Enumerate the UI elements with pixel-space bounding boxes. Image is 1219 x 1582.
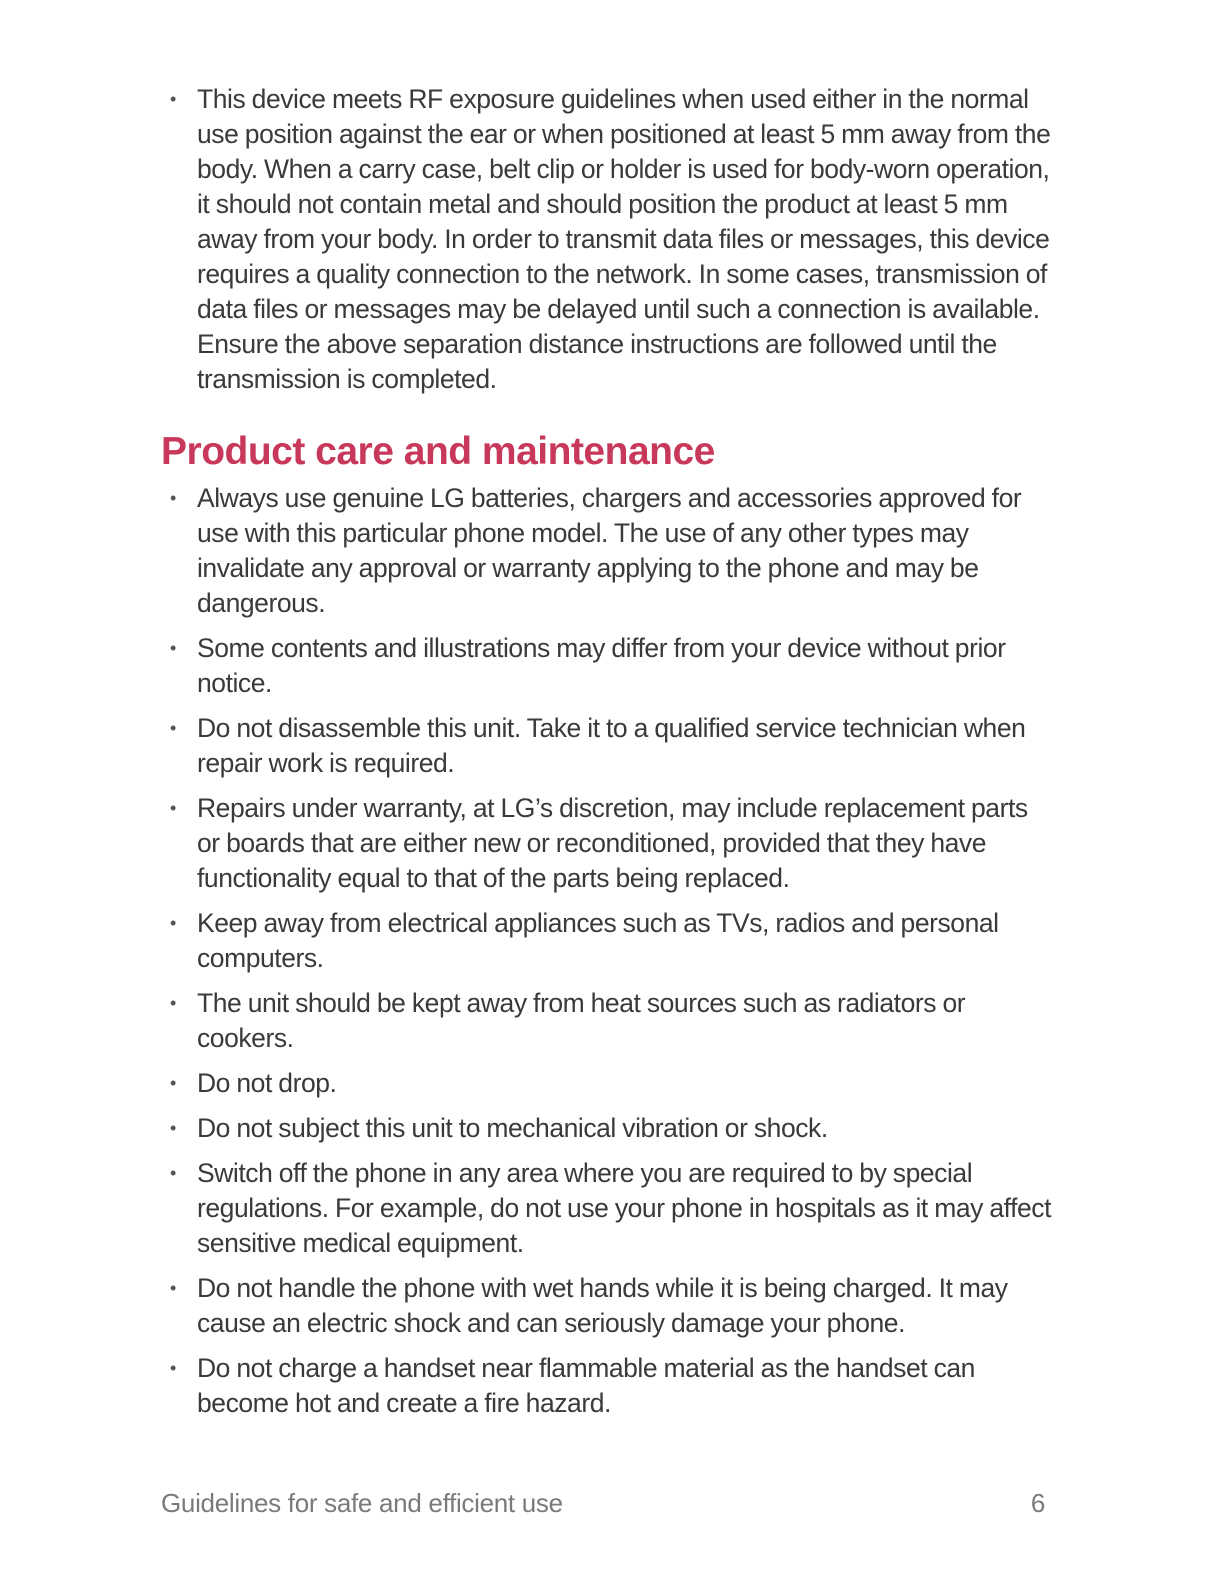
list-item-text: Do not drop. bbox=[197, 1068, 337, 1098]
bullet-icon: • bbox=[170, 718, 176, 738]
section-title: Product care and maintenance bbox=[161, 430, 715, 473]
list-item-text: This device meets RF exposure guidelines when used either in the normal use position against the ear or when positioned at least 5 mm away from the body. When a carry case, belt clip or holder is used for body-worn operation, it should not contain metal and should position the product at least 5 mm away from your body. In order to transmit data files or messages, this device requires a quality connection to the network. In some cases, transmission of data files or messages may be delayed until such a connection is available. Ensure the above separation distance instructions are followed until the transmission is completed. bbox=[197, 84, 1051, 394]
list-item bbox=[161, 986, 1051, 1056]
bullet-icon: • bbox=[170, 1118, 176, 1138]
list-item bbox=[161, 711, 1051, 781]
bullet-icon: • bbox=[170, 638, 176, 658]
list-item-text: Do not disassemble this unit. Take it to a qualified service technician when repair work is required. bbox=[197, 713, 1026, 778]
intro-bullet-list bbox=[161, 82, 1051, 397]
bullet-icon: • bbox=[170, 913, 176, 933]
footer-section-name: Guidelines for safe and efficient use bbox=[161, 1488, 563, 1518]
list-item bbox=[161, 1156, 1051, 1261]
bullet-icon: • bbox=[170, 1073, 176, 1093]
list-item-text: Do not subject this unit to mechanical vibration or shock. bbox=[197, 1113, 828, 1143]
list-item bbox=[161, 631, 1051, 701]
list-item bbox=[161, 1111, 1051, 1146]
bullet-icon: • bbox=[170, 1163, 176, 1183]
list-item bbox=[161, 481, 1051, 621]
list-item-text: Some contents and illustrations may differ from your device without prior notice. bbox=[197, 633, 1006, 698]
bullet-icon: • bbox=[170, 1358, 176, 1378]
list-item bbox=[161, 791, 1051, 896]
bullet-icon: • bbox=[170, 993, 176, 1013]
list-item bbox=[161, 1271, 1051, 1341]
bullet-icon: • bbox=[170, 488, 176, 508]
bullet-icon: • bbox=[170, 1278, 176, 1298]
list-item-text: The unit should be kept away from heat sources such as radiators or cookers. bbox=[197, 988, 966, 1053]
list-item-text: Always use genuine LG batteries, chargers and accessories approved for use with this particular phone model. The use of any other types may invalidate any approval or warranty applying to the phone and may be dangerous. bbox=[197, 483, 1022, 618]
list-item-text: Keep away from electrical appliances such as TVs, radios and personal computers. bbox=[197, 908, 999, 973]
page-footer bbox=[161, 1488, 1045, 1519]
bullet-icon: • bbox=[170, 89, 176, 109]
page-content bbox=[161, 82, 1051, 1431]
care-bullet-list bbox=[161, 481, 1051, 1421]
list-item bbox=[161, 1066, 1051, 1101]
list-item bbox=[161, 1351, 1051, 1421]
list-item-text: Do not handle the phone with wet hands while it is being charged. It may cause an electric shock and can seriously damage your phone. bbox=[197, 1273, 1008, 1338]
bullet-icon: • bbox=[170, 798, 176, 818]
list-item-text: Switch off the phone in any area where you are required to by special regulations. For example, do not use your phone in hospitals as it may affect sensitive medical equipment. bbox=[197, 1158, 1051, 1258]
list-item-text: Repairs under warranty, at LG’s discretion, may include replacement parts or boards that are either new or reconditioned, provided that they have functionality equal to that of the parts being replaced. bbox=[197, 793, 1028, 893]
list-item-text: Do not charge a handset near flammable material as the handset can become hot and create a fire hazard. bbox=[197, 1353, 975, 1418]
list-item bbox=[161, 906, 1051, 976]
page-number: 6 bbox=[1030, 1488, 1045, 1518]
list-item bbox=[161, 82, 1051, 397]
